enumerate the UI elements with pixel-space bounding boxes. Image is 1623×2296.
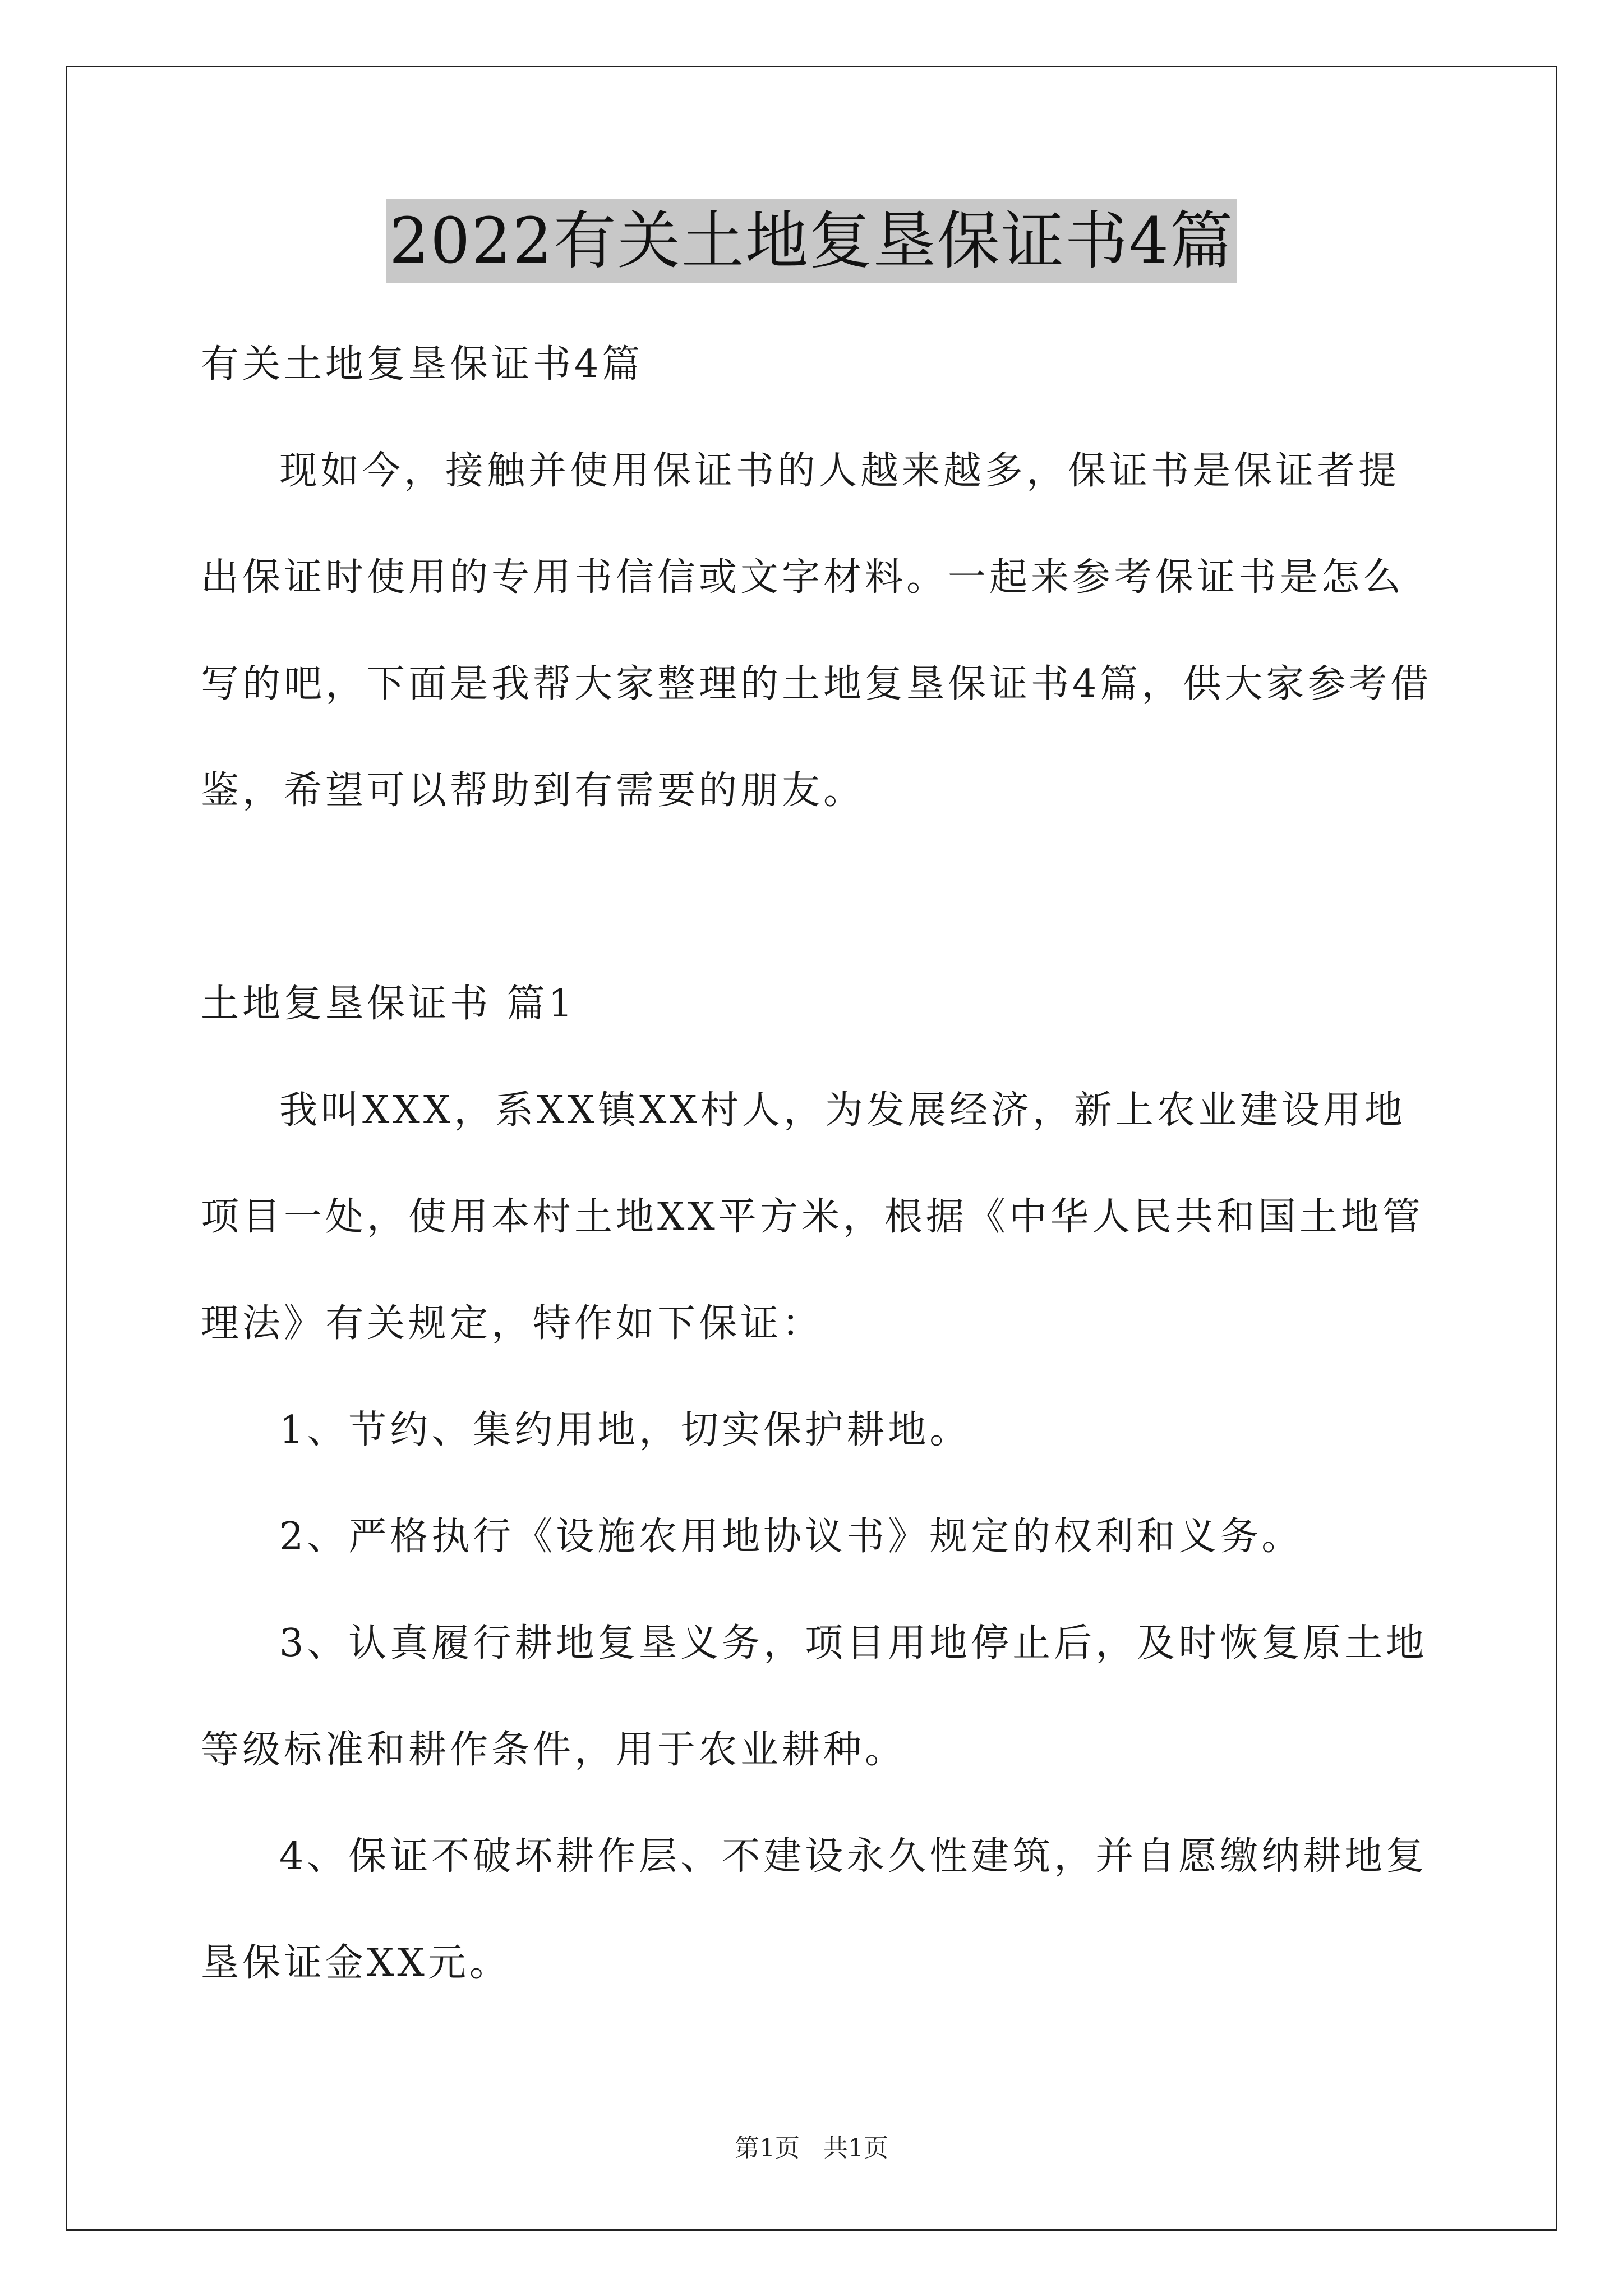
list-item: 4、保证不破坏耕作层、不建设永久性建筑，并自愿缴纳耕地复垦保证金XX元。 xyxy=(201,1834,1428,1985)
body-paragraph: 我叫XXX，系XX镇XX村人，为发展经济，新上农业建设用地项目一处，使用本村土地XX平方米，根据《中华人民共和国土地管理法》有关规定，特作如下保证： xyxy=(201,1088,1424,1346)
paragraph-spacer xyxy=(201,844,1435,951)
list-item: 1、节约、集约用地，切实保护耕地。 xyxy=(279,1408,971,1452)
document-title: 2022有关土地复垦保证书4篇 xyxy=(386,199,1237,283)
document-body xyxy=(201,311,1435,2017)
list-item: 2、严格执行《设施农用地协议书》规定的权利和义务。 xyxy=(279,1515,1303,1559)
title-container xyxy=(0,199,1623,283)
section-heading: 土地复垦保证书 篇1 xyxy=(201,982,576,1026)
document-subtitle: 有关土地复垦保证书4篇 xyxy=(201,342,644,386)
intro-paragraph: 现如今，接触并使用保证书的人越来越多，保证书是保证者提出保证时使用的专用书信信或文字材料。一起来参考保证书是怎么写的吧，下面是我帮大家整理的土地复垦保证书4篇，供大家参考借鉴，希望可以帮助到有需要的朋友。 xyxy=(201,449,1432,813)
page-footer xyxy=(0,2132,1623,2165)
page-number: 第1页 xyxy=(735,2134,800,2162)
page-total: 共1页 xyxy=(823,2134,888,2162)
list-item: 3、认真履行耕地复垦义务，项目用地停止后，及时恢复原土地等级标准和耕作条件，用于农业耕种。 xyxy=(201,1621,1428,1772)
